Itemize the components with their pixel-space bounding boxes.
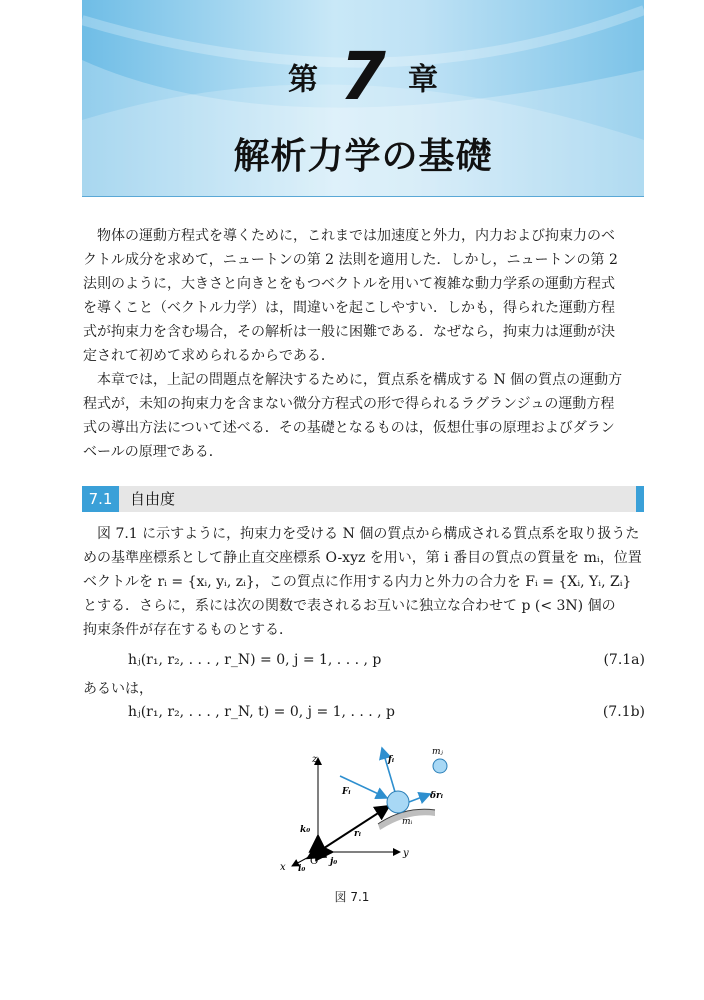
label-i0: i₀	[298, 864, 306, 874]
label-k0: k₀	[300, 825, 311, 835]
intro-line: クトル成分を求めて，ニュートンの第 2 法則を適用した．しかし，ニュートンの第 2	[83, 252, 618, 268]
chapter-suffix: 章	[407, 62, 438, 98]
label-j0: j₀	[330, 857, 338, 867]
section-bar	[636, 486, 644, 512]
intro-text	[83, 224, 645, 464]
chapter-number: 7	[340, 38, 386, 115]
section-line: 図 7.1 に示すように，拘束力を受ける N 個の質点から構成される質点系を取り扱うた	[97, 526, 640, 542]
chapter-heading	[82, 38, 644, 115]
label-dri: δrᵢ	[430, 791, 443, 801]
section-number: 7.1	[82, 486, 119, 512]
intro-line: 法則のように，大きさと向きとをもつベクトルを用いて複雑な動力学系の運動方程式	[83, 276, 615, 292]
intro-line: ベールの原理である．	[83, 444, 223, 460]
chapter-prefix: 第	[288, 62, 319, 98]
label-fi: fᵢ	[388, 755, 395, 765]
label-mj: mⱼ	[432, 747, 443, 757]
equation-7-1b: hⱼ(r₁, r₂, . . . , r_N, t) = 0, j = 1, . . . , p	[128, 704, 396, 720]
section-line: めの基準座標系として静止直交座標系 O-xyz を用い，第 i 番目の質点の質量を mᵢ，位置	[83, 550, 642, 566]
section-line: ベクトルを rᵢ = {xᵢ, yᵢ, zᵢ}，この質点に作用する内力と外力の合力を Fᵢ = {Xᵢ, Yᵢ, Zᵢ}	[83, 574, 632, 590]
or-text: あるいは，	[83, 681, 153, 697]
section-line: とする．さらに，系には次の関数で表されるお互いに独立な合わせて p (< 3N) 個の	[83, 598, 616, 614]
intro-line: 物体の運動方程式を導くために，これまでは加速度と外力，内力および拘束力のベ	[97, 228, 615, 244]
section-text	[83, 522, 645, 642]
label-o: O	[310, 856, 319, 867]
particle-mi	[387, 791, 409, 813]
intro-line: 本章では，上記の問題点を解決するために，質点系を構成する N 個の質点の運動方	[97, 372, 623, 388]
intro-line: 式の導出方法について述べる．その基礎となるものは，仮想仕事の原理およびダラン	[83, 420, 615, 436]
equation-7-1a: hⱼ(r₁, r₂, . . . , r_N) = 0, j = 1, . . . , p	[128, 652, 382, 668]
equation-number-7-1a: (7.1a)	[603, 652, 645, 668]
section-line: 拘束条件が存在するものとする．	[83, 622, 293, 638]
label-x: x	[280, 862, 286, 873]
intro-line: を導くこと（ベクトル力学）は，間違いを起こしやすい．しかも，得られた運動方程	[83, 300, 615, 316]
label-Fi: Fᵢ	[342, 787, 351, 797]
figure-caption: 図 7.1	[334, 890, 370, 904]
figure-7-1	[270, 740, 470, 880]
chapter-title: 解析力学の基礎	[233, 136, 493, 177]
particle-mj	[433, 759, 447, 773]
label-ri: rᵢ	[354, 829, 361, 839]
dri-arrow	[409, 794, 430, 802]
intro-line: 式が拘束力を含む場合，その解析は一般に困難である．なぜなら，拘束力は運動が決	[83, 324, 615, 340]
equation-number-7-1b: (7.1b)	[602, 704, 645, 720]
intro-line: 程式が，未知の拘束力を含まない微分方程式の形で得られるラグランジュの運動方程	[83, 396, 615, 412]
section-header	[82, 486, 644, 512]
chapter-banner	[82, 0, 644, 197]
intro-line: 定されて初めて求められるからである．	[83, 348, 335, 364]
label-y: y	[403, 848, 409, 859]
label-mi: mᵢ	[402, 817, 413, 827]
label-z: z	[312, 754, 318, 765]
section-label: 自由度	[130, 490, 176, 508]
